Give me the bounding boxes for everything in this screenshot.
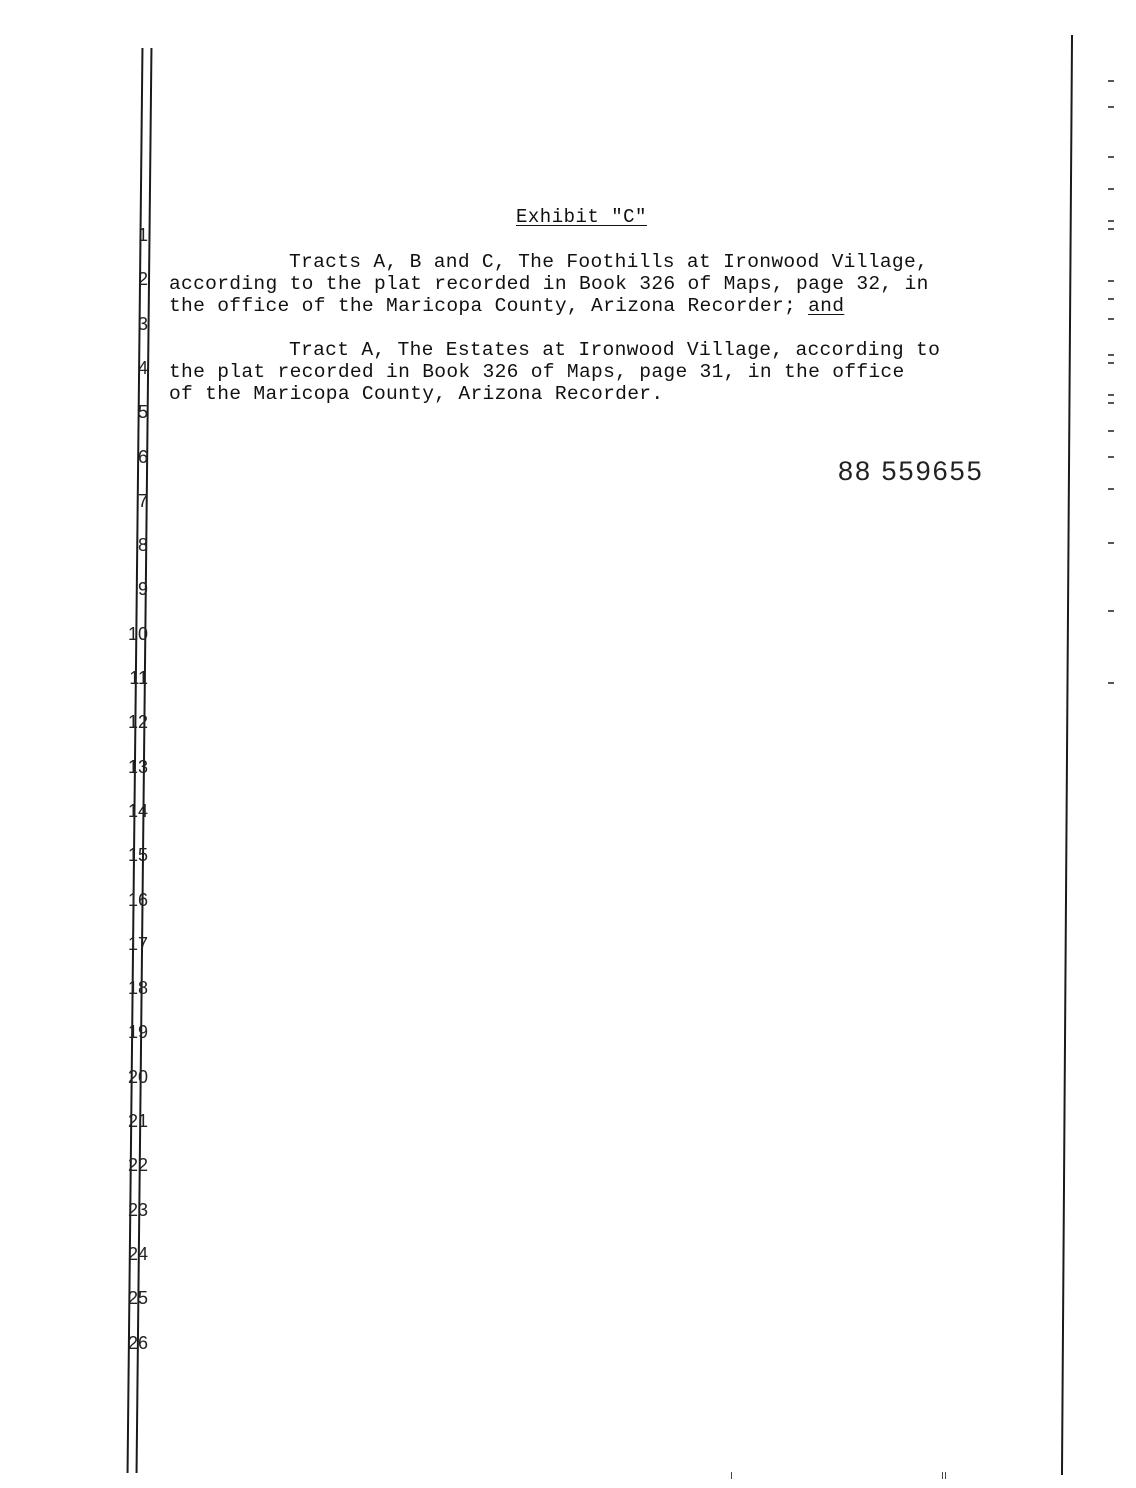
line-number: 19 — [127, 1022, 148, 1043]
bottom-scan-mark-right-a — [942, 1472, 943, 1479]
line-number: 1 — [137, 225, 148, 245]
legal-description-paragraph-2 — [169, 339, 1039, 405]
line-number: 7 — [137, 490, 148, 511]
line-number: 23 — [127, 1199, 148, 1220]
right-margin-rule — [1061, 35, 1073, 1475]
paragraph-1-conjunction: and — [808, 295, 845, 317]
paragraph-1-line-2: according to the plat recorded in Book 326 of Maps, page 32, in — [169, 273, 929, 295]
line-number: 4 — [137, 357, 148, 378]
line-number: 15 — [127, 845, 148, 866]
paragraph-1-line-3: the office of the Maricopa County, Arizona Recorder; — [169, 295, 809, 317]
line-number: 14 — [127, 800, 148, 821]
paragraph-1-line-1: Tracts A, B and C, The Foothills at Ironwood Village, — [289, 251, 929, 273]
line-number: 9 — [137, 579, 148, 600]
line-number: 2 — [137, 269, 148, 290]
legal-description-paragraph-1 — [169, 251, 1039, 317]
line-number: 5 — [137, 402, 148, 423]
paragraph-2-line-1: Tract A, The Estates at Ironwood Village, according to — [289, 339, 941, 361]
line-number: 21 — [127, 1111, 148, 1131]
line-number: 22 — [127, 1155, 148, 1176]
line-number: 3 — [137, 313, 148, 334]
line-number: 6 — [137, 446, 148, 467]
bottom-scan-mark-right-b — [945, 1472, 946, 1479]
recording-number-stamp: 88 559655 — [838, 456, 984, 486]
line-number: 18 — [127, 978, 148, 999]
line-number: 17 — [127, 933, 148, 954]
line-number: 20 — [127, 1066, 148, 1087]
line-number: 12 — [127, 712, 148, 733]
line-number: 25 — [127, 1288, 148, 1309]
bottom-scan-mark-left — [731, 1472, 732, 1479]
line-number: 16 — [127, 889, 148, 910]
right-edge-scan-marks — [1108, 70, 1120, 690]
line-number: 10 — [127, 623, 148, 644]
line-number: 13 — [127, 756, 148, 777]
line-number: 11 — [129, 668, 148, 688]
line-number: 24 — [127, 1243, 148, 1264]
exhibit-title: Exhibit "C" — [516, 206, 647, 228]
paragraph-2-line-3: of the Maricopa County, Arizona Recorder. — [169, 383, 664, 405]
line-number: 26 — [127, 1332, 148, 1353]
paragraph-2-line-2: the plat recorded in Book 326 of Maps, page 31, in the office — [169, 361, 905, 383]
line-number: 8 — [137, 535, 148, 556]
